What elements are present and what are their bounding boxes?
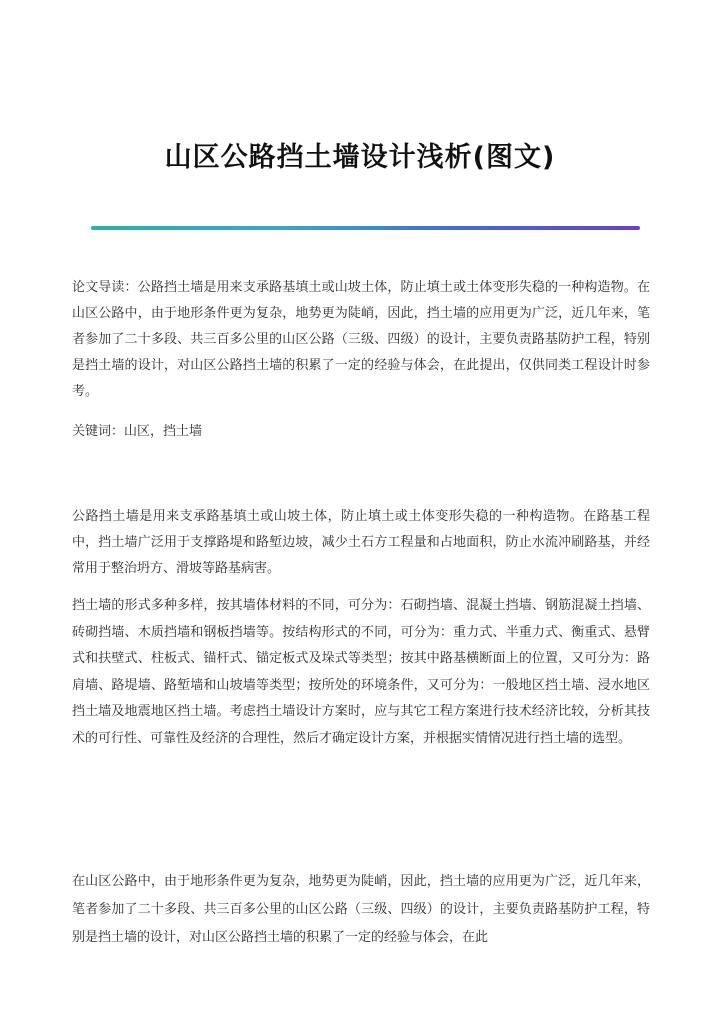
body-paragraph: 挡土墙的形式多种多样，按其墙体材料的不同，可分为：石砌挡墙、混凝土挡墙、钢筋混凝土挡墙、砖砌挡墙、木质挡墙和钢板挡墙等。按结构形式的不同，可分为：重力式、半重力式、衡重式、悬臂式和扶壁式、柱板式、锚杆式、锚定板式及垛式等类型；按其中路基横断面上的位置，又可分为：路肩墙、路堤墙、路堑墙和山坡墙等类型；按所处的环境条件，又可分为：一般地区挡土墙、浸水地区挡土墙及地震地区挡土墙。考虑挡土墙设计方案时，应与其它工程方案进行技术经济比较，分析其技术的可行性、可靠性及经济的合理性，然后才确定设计方案，并根据实情情况进行挡土墙的选型。 xyxy=(72,598,650,746)
title-divider xyxy=(91,226,640,230)
keywords-text: 山区，挡土墙 xyxy=(124,424,203,439)
body-paragraph: 公路挡土墙是用来支承路基填土或山坡土体，防止填土或土体变形失稳的一种构造物。在路基工程中，挡土墙广泛用于支撑路堤和路堑边坡，减少土石方工程量和占地面积，防止水流冲刷路基，并经常用于整治坍方、滑坡等路基病害。 xyxy=(72,509,650,576)
keywords-label: 关键词： xyxy=(72,424,125,439)
keywords xyxy=(72,419,650,445)
body-paragraph: 在山区公路中，由于地形条件更为复杂，地势更为陡峭，因此，挡土墙的应用更为广泛，近几年来，笔者参加了二十多段、共三百多公里的山区公路（三级、四级）的设计，主要负责路基防护工程，特别是挡土墙的设计，对山区公路挡土墙的积累了一定的经验与体会，在此 xyxy=(72,874,650,945)
document-title: 山区公路挡土墙设计浅析(图文) xyxy=(164,142,556,173)
abstract-text: 公路挡土墙是用来支承路基填土或山坡土体，防止填土或土体变形失稳的一种构造物。在山区公路中，由于地形条件更为复杂，地势更为陡峭，因此，挡土墙的应用更为广泛，近几年来，笔者参加了二十多段、共三百多公里的山区公路（三级、四级）的设计，主要负责路基防护工程，特别是挡土墙的设计，对山区公路挡土墙的积累了一定的经验与体会，在此提出，仅供同类工程设计时参考。 xyxy=(72,280,650,399)
abstract xyxy=(72,275,650,405)
abstract-label: 论文导读： xyxy=(72,280,138,295)
